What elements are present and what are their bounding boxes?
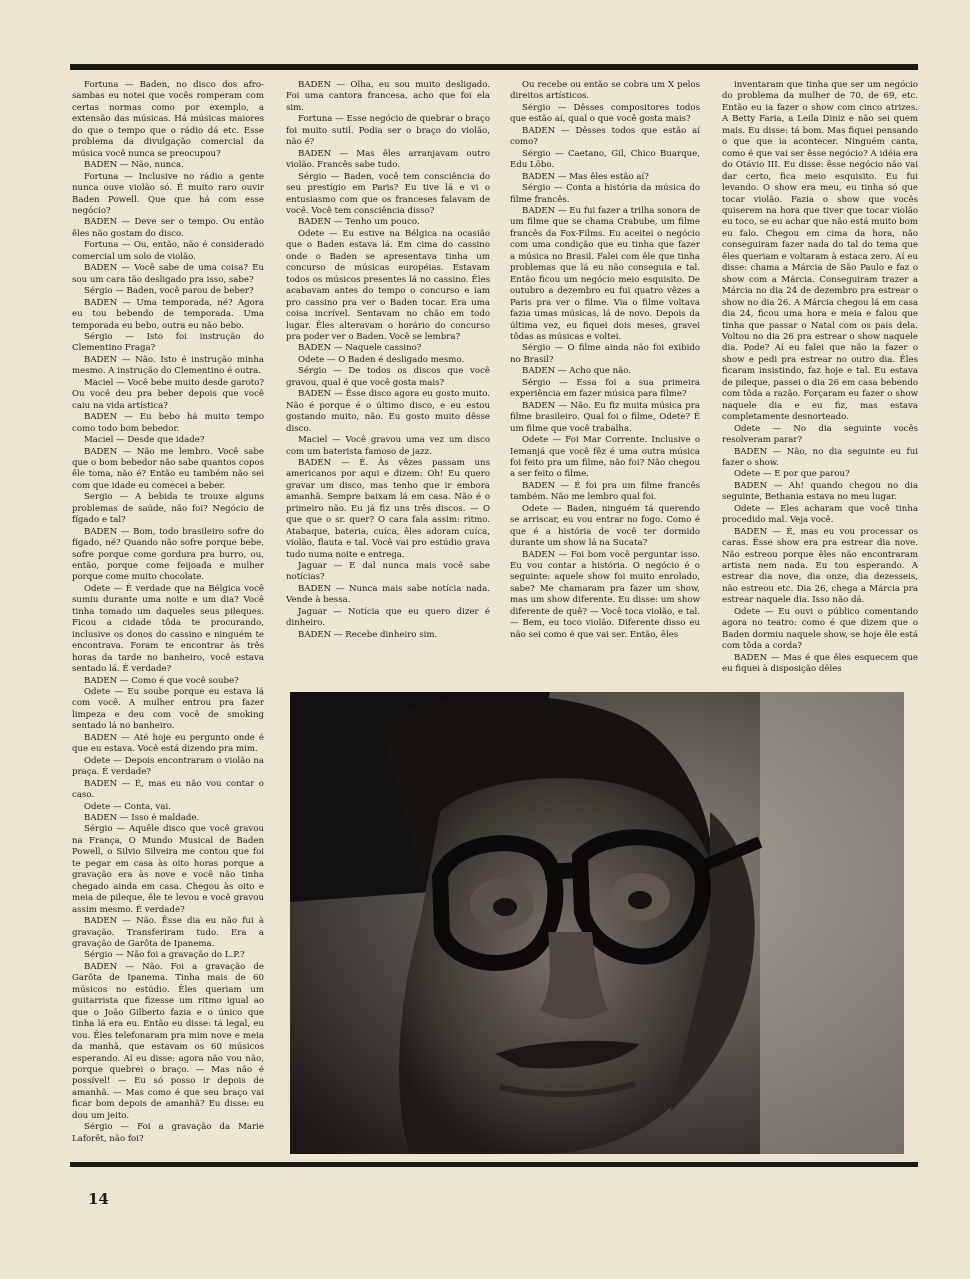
- paragraph: Odete — Eu soube porque eu estava lá com você. A mulher entrou pra fazer limpeza e deu com você de smoking sentado lá no banheiro.: [72, 687, 264, 732]
- paragraph: Fortuna — Baden, no disco dos afro-sambas eu notei que vocês romperam com certas normas como por exemplo, a extensão das músicas. Há músicas maiores do que o tempo que o rádio dá etc. Esse problema da divulgação comercial da música você nunca se preocupou?: [72, 80, 264, 159]
- paragraph: Sergio — A bebida te trouxe alguns problemas de saúde, não foi? Negócio de fígado e tal?: [72, 492, 264, 526]
- paragraph: BADEN — É, mas eu vou processar os caras. Êsse show era pra estrear dia nove. Não estreou porque êles não encontraram artista nem nada. Eu tou esperando. A estrear dia nove, dia onze, dia dezesseis, não estreou etc. Dia 26, chega a Márcia pra estrear naquele dia. Isso não dá.: [722, 526, 918, 606]
- paragraph: Odete — Conta, vai.: [84, 801, 172, 812]
- paragraph: BADEN — Foi bom você perguntar isso. Eu vou contar a história. O negócio é o seguinte: aquele show foi muito enrolado, sabe? Me chamaram pra fazer um show, mas um show diferente. Eu disse: um show diferente de quê? — Você toca violão, e tal. — Bem, eu toco violão. Diferente disso eu não sei como é que vai ser. Então, êles: [510, 549, 700, 640]
- paragraph: BADEN — Recebe dinheiro sim.: [298, 629, 438, 640]
- paragraph: BADEN — Mas êles arranjavam outro violão. Francês sabe tudo.: [286, 148, 490, 171]
- paragraph: BADEN — Tenho um pouco.: [298, 217, 420, 228]
- paragraph: BADEN — Dêsses todos que estão aí como?: [510, 125, 700, 148]
- paragraph: BADEN — Naquele cassino?: [298, 343, 422, 354]
- paragraph: Maciel — Você gravou uma vez um disco com um baterista famoso de jazz.: [286, 435, 490, 457]
- paragraph: Odete — E por que parou?: [734, 469, 850, 480]
- paragraph: Sérgio — Não foi a gravação do L.P.?: [84, 950, 245, 961]
- paragraph: Sérgio — O filme ainda não foi exibido no Brasil?: [510, 343, 700, 365]
- paragraph: BADEN — Não, no dia seguinte eu fui fazer o show.: [722, 446, 918, 468]
- paragraph: BADEN — É, mas eu não vou contar o caso.: [72, 778, 264, 801]
- paragraph: Sérgio — Foi a gravação da Marie Laforêt, não foi?: [72, 1122, 264, 1144]
- top-rule: [70, 64, 918, 70]
- paragraph: Sérgio — Isto foi instrução do Clementino Fraga?: [72, 331, 264, 354]
- paragraph: BADEN — Até hoje eu pergunto onde é que eu estava. Você está dizendo pra mim.: [72, 732, 264, 755]
- paragraph: BADEN — Não, nunca.: [84, 160, 184, 171]
- column-4: [722, 80, 918, 675]
- paragraph: Ou recebe ou então se cobra um X pelos direitos artísticos.: [510, 80, 700, 102]
- paragraph: BADEN — Eu bebo há muito tempo como todo bom bebedor.: [72, 412, 264, 434]
- paragraph: Odete — Depois encontraram o violão na praça. É verdade?: [72, 755, 264, 778]
- paragraph: Odete — No dia seguinte vocês resolveram parar?: [722, 423, 918, 446]
- paragraph: Odete — Foi Mar Corrente. Inclusive o Iemanjá que você fêz é uma outra música foi feito pra um filme, não foi? Não chegou a ser feito o filme.: [510, 435, 700, 480]
- paragraph: Sérgio — Dêsses compositores todos que estão aí, qual o que você gosta mais?: [510, 102, 700, 125]
- paragraph: Sérgio — Baden, você tem consciência do seu prestígio em Paris? Eu tive lá e vi o entusiasmo com que os franceses falavam de você. Você tem consciência disso?: [286, 171, 490, 216]
- paragraph: BADEN — Como é que você soube?: [84, 675, 239, 686]
- portrait-photo: [290, 692, 904, 1154]
- paragraph: Fortuna — Inclusive no rádio a gente nunca ouve violão só. É muito raro ouvir Baden Powell. Que que há com esse negócio?: [72, 171, 264, 216]
- paragraph: BADEN — Êsse disco agora eu gosto muito. Não é porque é o último disco, e eu estou gostando muito, não. Eu gosto muito dêsse disco.: [286, 389, 490, 434]
- paragraph: BADEN — Mas é que êles esquecem que eu fiquei à disposição dêles: [722, 652, 918, 675]
- paragraph: Sérgio — Caetano, Gil, Chico Buarque, Edu Lôbo.: [510, 148, 700, 171]
- paragraph: Odete — É verdade que na Bélgica você sumiu durante uma noite e um dia? Você tinha tomado um daqueles seus pileques. Ficou a cidade tôda te procurando, inclusive os donos do cassino e ninguém te encontrava. Foram te encontrar às três horas da tarde no banheiro, você estava sentado lá. É verdade?: [72, 583, 264, 675]
- paragraph: BADEN — Não. Foi a gravação de Garôta de Ipanema. Tinha mais de 60 músicos no estúdio. Êles queriam um guitarrista que fizesse um ritmo igual ao que o João Gilberto fazia e o único que tinha lá era eu. Então eu disse: tá legal, eu vou. Êles telefonaram pra mim nove e meia da manhã, que estavam os 60 músicos esperando. Aí eu disse: agora não vou não, porque quebrei o braço. — Mas não é possível! — Eu só posso ir depois de amanhã. — Mas como é que seu braço vai ficar bom depois de amanhã? Eu disse: eu dou um jeito.: [72, 961, 264, 1121]
- paragraph: Jaguar — Notícia que eu quero dizer é dinheiro.: [286, 606, 490, 629]
- paragraph: BADEN — Não. Isto é instrução minha mesmo. A instrução do Clementino é outra.: [72, 354, 264, 377]
- paragraph: BADEN — Ah! quando chegou no dia seguinte, Bethania estava no meu lugar.: [722, 480, 918, 503]
- paragraph: Sérgio — Baden, você parou de beber?: [84, 286, 254, 297]
- paragraph: Fortuna — Esse negócio de quebrar o braço foi muito sutil. Podia ser o braço do violão, não é?: [286, 114, 490, 148]
- paragraph: Sérgio — Essa foi a sua primeira experiência em fazer música para filme?: [510, 377, 700, 400]
- paragraph: BADEN — Isso é maldade.: [84, 813, 200, 823]
- paragraph: Sérgio — Aquêle disco que você gravou na França, O Mundo Musical de Baden Powell, o Silvio Silveira me contou que foi te pegar em casa às oito horas porque a gravação era às nove e você não tinha chegado ainda em casa. Chegou às oito e meia de pileque, êle te levou e você gravou assim mesmo. É verdade?: [72, 824, 264, 915]
- paragraph: Odete — Eu estive na Bélgica na ocasião que o Baden estava lá. Em cima do cassino onde o Baden se apresentava tinha um concurso de músicas européias. Estavam todos os músicos presentes lá no cassino. Êles acabavam antes do tempo o concurso e iam pro cassino pra ver o Baden tocar. Era uma coisa incrível. Sentavam no chão em todo lugar. Êles alteravam o horário do concurso pra poder ver o Baden. Você se lembra?: [286, 228, 490, 342]
- page-number: 14: [88, 1190, 109, 1208]
- paragraph: Fortuna — Ou, então, não é considerado comercial um solo de violão.: [72, 240, 264, 262]
- paragraph: Odete — Eles acharam que você tinha procedido mal. Veja você.: [722, 503, 918, 526]
- paragraph: BADEN — Deve ser o tempo. Ou então êles não gostam do disco.: [72, 217, 264, 239]
- paragraph: BADEN — Não. Êsse dia eu não fui à gravação. Transferiram tudo. Era a gravação de Garôta de Ipanema.: [72, 916, 264, 949]
- paragraph: BADEN — Não me lembro. Você sabe que o bom bebedor não sabe quantos copos êle toma, não é? Então eu também não sei com que idade eu comecei a beber.: [72, 446, 264, 491]
- paragraph: BADEN — Nunca mais sabe notícia nada. Vende à bessa.: [286, 583, 490, 606]
- paragraph: BADEN — É foi pra um filme francês também. Não me lembro qual foi.: [510, 480, 700, 503]
- paragraph: BADEN — Você sabe de uma coisa? Eu sou um cara tão desligado pra isso, sabe?: [72, 263, 264, 285]
- paragraph: Sérgio — Conta a história da música do filme francês.: [510, 183, 700, 205]
- paragraph: inventaram que tinha que ser um negócio do problema da mulher de 70, de 69, etc. Então eu ia fazer o show com cinco atrizes. A Betty Faria, a Leila Diniz e não sei quem mais. Eu disse: tá bom. Mas fiquei pensando o que que ia acontecer. Ninguém canta, como é que vai ser êsse negócio? A idéia era do Otávio III. Eu disse: êsse negócio não vai dar certo, fica meio esquisito. Eu fui levando. O show era meu, eu tinha só que tocar violão. Fazia o show que vocês quiserem na hora que tiver que tocar violão eu toco, se eu achar que não está muito bom eu falo. Chegou em cima da hora, não conseguiram fazer nada do tal do tema que êles queriam e voltaram à estaca zero. Aí eu disse: chama a Márcia de São Paulo e faz o show com a Márcia. Conseguiram trazer a Márcia no dia 24 de dezembro pra estrear o show no dia 26. A Márcia chegou lá em casa dia 24, ficou uma hora e meia e falou que tinha que passar o Natal com os pais dela. Voltou no dia 26 pra estrear o show naquele dia. Pode? Aí eu falei que não ia fazer o show e pedi pra estrear no outro dia. Êles ficaram insistindo, faz hoje e tal. Eu estava de pileque, passei o dia 26 em casa bebendo com tôda a razão. Forçaram eu fazer o show naquele dia e eu fiz, mas estava completamente desnorteado.: [722, 80, 918, 423]
- bottom-rule: [70, 1162, 918, 1167]
- paragraph: BADEN — Eu fui fazer a trilha sonora de um filme que se chama Crabube, um filme francês da Fox-Films. Eu aceitei o negócio com uma condição que eu tinha que fazer a música no Brasil. Falei com êle que tinha problemas que lá eu não conseguia e tal. Então ficou um negócio meio esquisito. De outubro a dezembro eu fui quatro vêzes a Paris pra ver o filme. Via o filme voltava fazia umas músicas, lá de novo. Depois da última vez, eu fiquei dois meses, gravei tôdas as músicas e voltei.: [510, 205, 700, 342]
- paragraph: BADEN — Acho que não.: [522, 366, 631, 377]
- paragraph: BADEN — Mas êles estão aí?: [522, 171, 649, 182]
- paragraph: BADEN — É. Às vêzes passam uns americanos por aqui e dizem: Oh! Eu quero gravar um disco, mas tenho que ir embora amanhã. Sempre baixam lá em casa. Não é o primeiro não. Eu já fiz uns três discos. — O que que o sr. quer? O cara fala assim: ritmo. Atabaque, bateria, cuíca, êles adoram cuíca, violão, flauta e tal. Você vai pro estúdio grava tudo numa noite e entrega.: [286, 457, 490, 560]
- column-1: [72, 80, 264, 1158]
- paragraph: BADEN — Não. Eu fiz muita música pra filme brasileiro. Qual foi o filme, Odete? É um filme que você trabalha.: [510, 400, 700, 434]
- column-3: [510, 80, 700, 675]
- paragraph: Sérgio — De todos os discos que você gravou, qual é que você gosta mais?: [286, 366, 490, 388]
- paragraph: BADEN — Uma temporada, né? Agora eu tou bebendo de temporada. Uma temporada eu bebo, outra eu não bebo.: [72, 297, 264, 331]
- paragraph: Maciel — Você bebe muito desde garoto? Ou você deu pra beber depois que você caiu na vida artística?: [72, 377, 264, 411]
- portrait-illustration: [290, 692, 904, 1154]
- paragraph: Jaguar — E dal nunca mais você sabe notícias?: [286, 561, 490, 583]
- paragraph: Maciel — Desde que idade?: [84, 435, 205, 446]
- paragraph: Odete — O Baden é desligado mesmo.: [298, 354, 465, 365]
- paragraph: Odete — Eu ouvi o público comentando agora no teatro: como é que dizem que o Baden dormiu naquele show, se hoje êle está com tôda a corda?: [722, 606, 918, 652]
- paragraph: Odete — Baden, ninguém tá querendo se arriscar, eu vou entrar no fogo. Como é que é a história de você ter dormido durante um show lá na Sucata?: [510, 503, 700, 549]
- paragraph: BADEN — Olha, eu sou muito desligado. Foi uma cantora francesa, acho que foi ela sim.: [286, 80, 490, 113]
- column-2: [286, 80, 490, 675]
- paragraph: BADEN — Bom, todo brasileiro sofre do fígado, né? Quando não sofre porque bebe, sofre porque come gordura pra burro, ou, então, porque come feijoada e mulher porque come muito chocolate.: [72, 526, 264, 583]
